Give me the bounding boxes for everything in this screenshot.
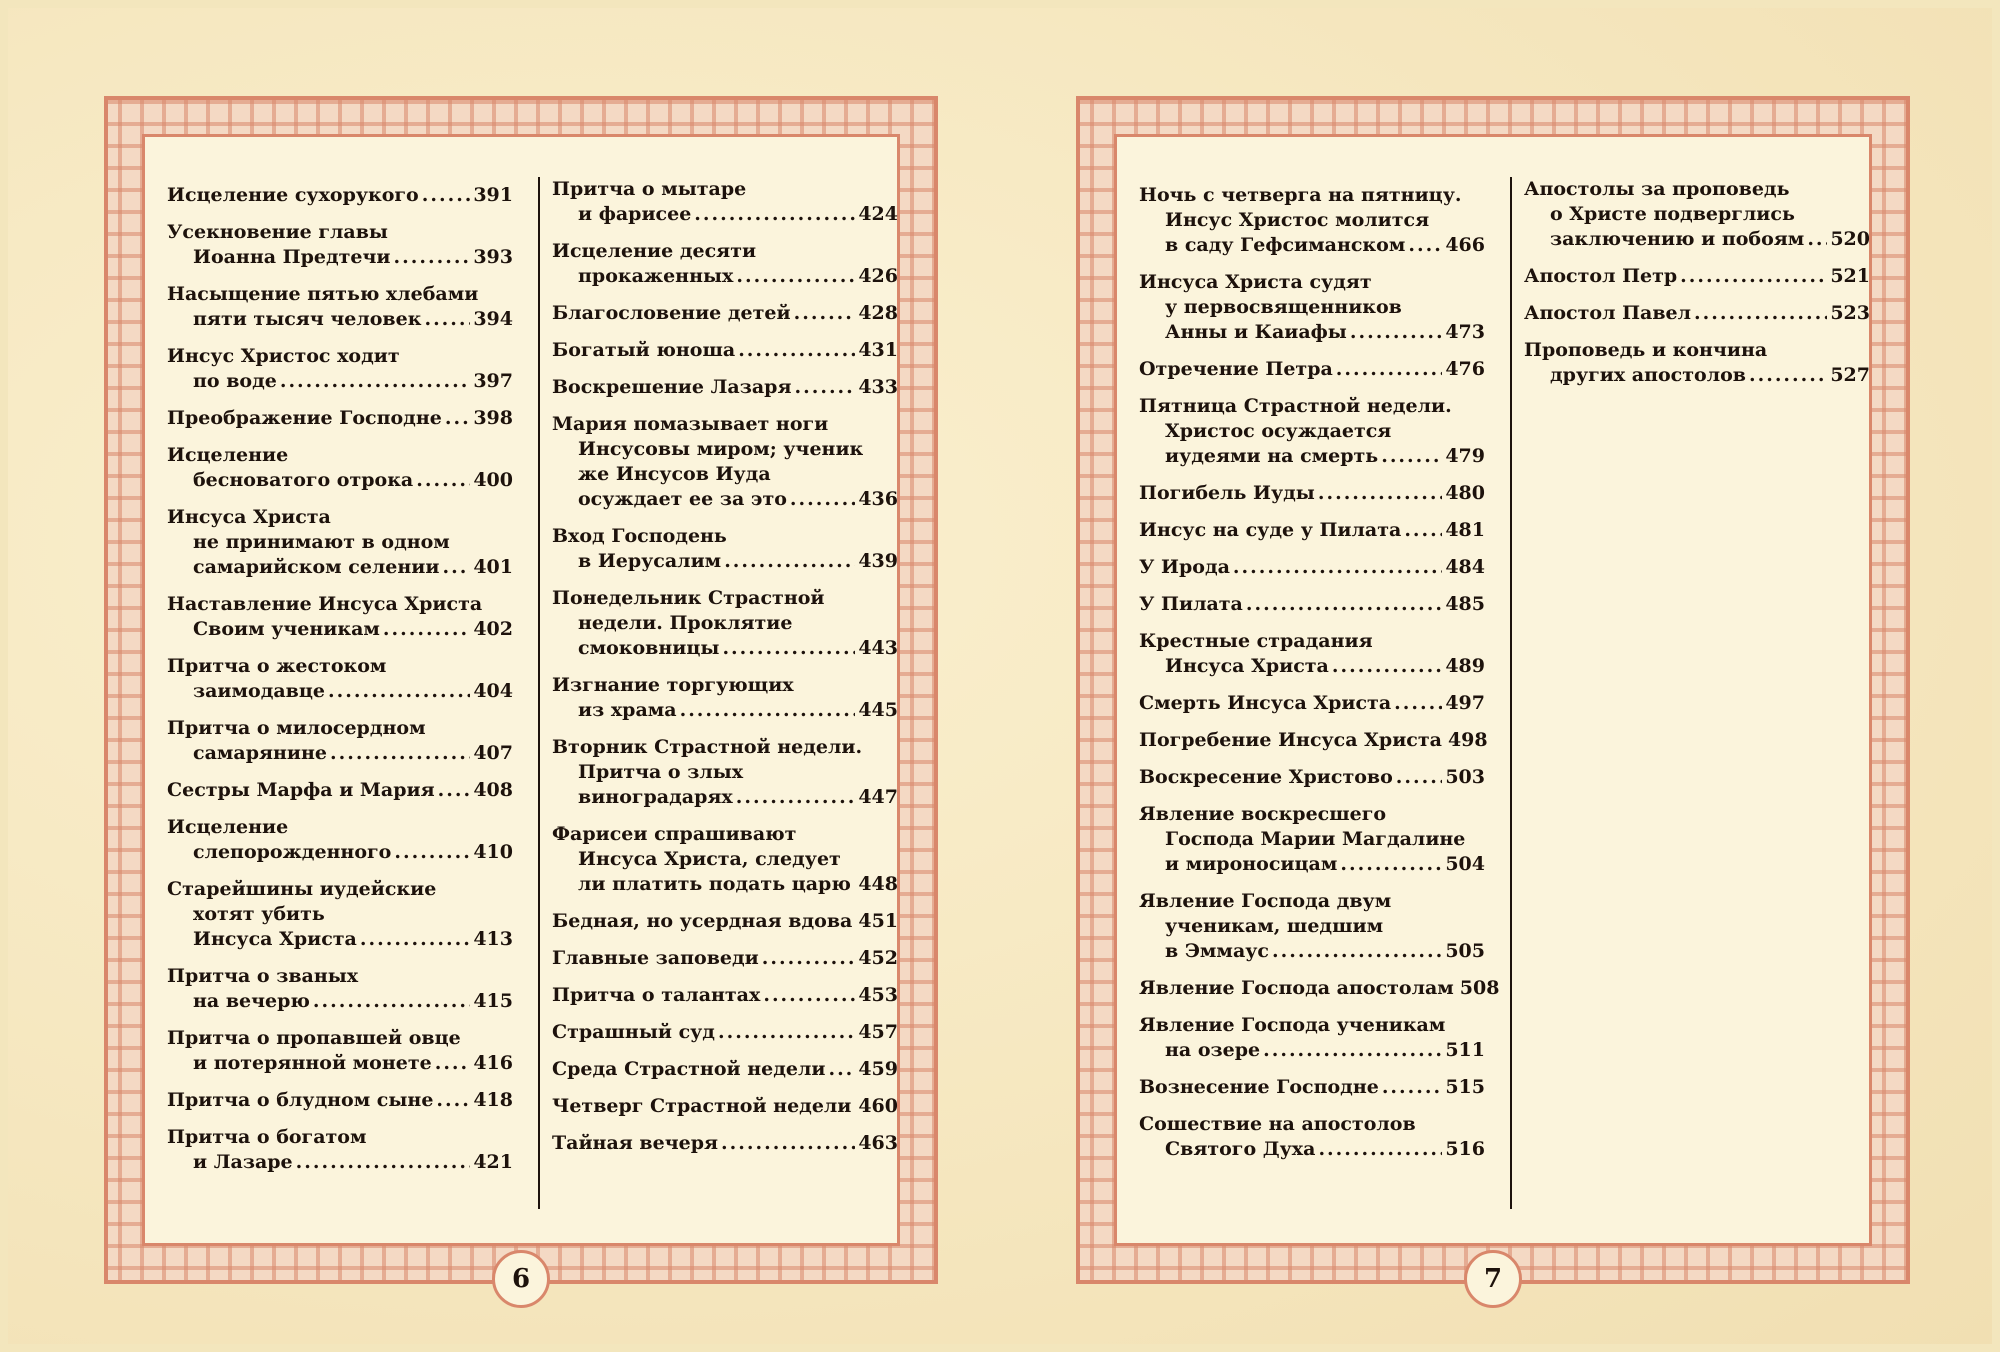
toc-page-number: 407 <box>473 742 513 764</box>
toc-entry-line: Изгнание торгующих <box>552 674 794 696</box>
toc-page-number: 473 <box>1445 321 1485 343</box>
toc-entry[interactable] <box>552 586 898 661</box>
toc-entry[interactable] <box>1139 357 1485 382</box>
toc-entry-title: заключению и побоям <box>1550 228 1805 250</box>
toc-entry-title: Благословение детей <box>552 302 791 324</box>
toc-entry-line: Притча о жестоком <box>167 655 387 677</box>
toc-entry-title: Воскресение Христово <box>1139 766 1393 788</box>
toc-entry-title: Своим ученикам <box>193 618 380 640</box>
toc-page-number: 498 <box>1447 729 1488 751</box>
toc-page-number: 480 <box>1445 482 1485 504</box>
toc-entry-line: Проповедь и кончина <box>1524 339 1768 361</box>
toc-entry-title: из храма <box>578 699 677 721</box>
toc-entry[interactable] <box>167 778 513 803</box>
toc-page-number: 451 <box>858 910 899 932</box>
toc-page-number: 476 <box>1445 358 1485 380</box>
toc-entry[interactable] <box>1139 394 1485 469</box>
toc-entry-line: недели. Проклятие <box>578 612 793 634</box>
toc-entry-title: Притча о талантах <box>552 984 761 1006</box>
toc-entry[interactable] <box>1139 976 1500 1001</box>
toc-entry[interactable] <box>167 1125 513 1175</box>
dot-leader <box>854 872 856 897</box>
toc-entry-line: хотят убить <box>193 903 325 925</box>
toc-column <box>167 183 513 1187</box>
toc-page-number: 424 <box>858 203 898 225</box>
dot-leader <box>794 301 856 326</box>
toc-entry[interactable] <box>1139 1075 1485 1100</box>
toc-entry[interactable] <box>167 716 513 766</box>
left-page <box>104 96 938 1294</box>
toc-entry-title: самарянине <box>193 742 328 764</box>
dot-leader <box>738 338 855 363</box>
toc-entry[interactable] <box>552 983 898 1008</box>
toc-entry-line: Господа Марии Магдалине <box>1165 828 1466 850</box>
toc-entry[interactable] <box>1139 518 1485 543</box>
dot-leader <box>680 698 856 723</box>
toc-entry-line: Инсус Христос ходит <box>167 345 400 367</box>
toc-page-number: 516 <box>1445 1138 1485 1160</box>
toc-page-number: 433 <box>858 376 898 398</box>
toc-entry-line: Наставление Инсуса Христа <box>167 593 483 615</box>
right-page <box>1076 96 1910 1294</box>
toc-entry-line: у первосвященников <box>1165 296 1402 318</box>
toc-entry[interactable] <box>552 412 898 512</box>
toc-page-number: 463 <box>858 1132 898 1154</box>
toc-entry[interactable] <box>1139 802 1485 877</box>
toc-entry-title: Главные заповеди <box>552 947 759 969</box>
toc-entry-title: Апостол Павел <box>1524 302 1692 324</box>
toc-entry[interactable] <box>1139 481 1485 506</box>
toc-entry-line: Насыщение пятью хлебами <box>167 283 479 305</box>
toc-entry[interactable] <box>1524 301 1870 326</box>
toc-entry-title: прокаженных <box>578 265 734 287</box>
toc-entry-title: заимодавце <box>193 680 326 702</box>
dot-leader <box>854 1094 855 1119</box>
toc-entry-title: Исцеление сухорукого <box>167 184 419 206</box>
toc-entry-title: и фарисее <box>578 203 692 225</box>
toc-page-number: 436 <box>858 488 898 510</box>
toc-page-number: 401 <box>473 556 513 578</box>
toc-entry-title: Четверг Страстной недели <box>552 1095 852 1117</box>
toc-entry-title: других апостолов <box>1550 364 1746 386</box>
dot-leader <box>721 1131 855 1156</box>
toc-entry[interactable] <box>1139 691 1485 716</box>
toc-entry-title: У Пилата <box>1139 593 1243 615</box>
toc-entry-title: смоковницы <box>578 637 720 659</box>
toc-page-number: 447 <box>858 786 898 808</box>
toc-page-number: 484 <box>1445 556 1485 578</box>
toc-entry-line: Притча о богатом <box>167 1126 367 1148</box>
toc-entry[interactable] <box>552 1057 898 1082</box>
toc-entry-line: Явление Господа ученикам <box>1139 1014 1446 1036</box>
toc-page-number: 439 <box>858 550 898 572</box>
toc-page-number: 394 <box>473 308 513 330</box>
toc-entry-title: осуждает ее за это <box>578 488 787 510</box>
toc-entry-line: Явление Господа двум <box>1139 890 1392 912</box>
toc-page-number: 489 <box>1445 655 1485 677</box>
toc-entry-title: иудеями на смерть <box>1165 445 1379 467</box>
toc-page-number: 397 <box>473 370 513 392</box>
toc-entry-title: на озере <box>1165 1039 1261 1061</box>
page-number: 7 <box>1464 1250 1522 1308</box>
toc-entry-line: Инсус Христос молится <box>1165 209 1430 231</box>
toc-entry-line: Инсуса Христа <box>167 506 331 528</box>
toc-entry[interactable] <box>552 735 898 810</box>
right-page-content <box>1114 134 1872 1246</box>
dot-leader <box>722 636 855 661</box>
toc-page-number: 443 <box>858 637 898 659</box>
dot-leader <box>1381 444 1442 469</box>
toc-entry[interactable] <box>552 177 898 227</box>
toc-page-number: 452 <box>858 947 898 969</box>
toc-page-number: 505 <box>1445 940 1485 962</box>
toc-entry[interactable] <box>167 344 513 394</box>
toc-page-number: 503 <box>1445 766 1485 788</box>
toc-entry-title: Анны и Каиафы <box>1165 321 1347 343</box>
book-spread <box>8 8 1992 1344</box>
toc-entry-title: Бедная, но усердная вдова <box>552 910 853 932</box>
toc-entry-line: Инсуса Христа, следует <box>578 848 841 870</box>
toc-entry[interactable] <box>1139 1013 1485 1063</box>
toc-entry-line: Вход Господень <box>552 525 727 547</box>
toc-page-number: 404 <box>473 680 513 702</box>
toc-entry-title: на вечерю <box>193 990 310 1012</box>
toc-entry[interactable] <box>552 1020 898 1045</box>
dot-leader <box>1694 301 1827 326</box>
toc-entry-line: Инсуса Христа судят <box>1139 271 1372 293</box>
dot-leader <box>296 1150 471 1175</box>
dot-leader <box>736 264 855 289</box>
toc-entry[interactable] <box>552 301 898 326</box>
toc-entry[interactable] <box>552 1094 898 1119</box>
toc-entry[interactable] <box>1139 183 1485 258</box>
toc-column <box>1510 177 1870 1209</box>
toc-entry-title: Погибель Иуды <box>1139 482 1315 504</box>
toc-entry-title: пяти тысяч человек <box>193 308 422 330</box>
toc-entry[interactable] <box>167 1026 513 1076</box>
toc-entry-title: Инсуса Христа <box>1165 655 1329 677</box>
dot-leader <box>718 1020 855 1045</box>
dot-leader <box>790 487 855 512</box>
toc-entry-title: самарийском селении <box>193 556 440 578</box>
toc-entry[interactable] <box>1524 264 1870 289</box>
toc-page-number: 460 <box>858 1095 898 1117</box>
toc-entry[interactable] <box>552 822 898 897</box>
toc-entry-title: виноградарях <box>578 786 733 808</box>
dot-leader <box>762 946 856 971</box>
toc-entry-title: Среда Страстной недели <box>552 1058 826 1080</box>
dot-leader <box>445 406 470 431</box>
dot-leader <box>1318 1137 1442 1162</box>
toc-entry-title: Отречение Петра <box>1139 358 1333 380</box>
toc-entry-title: по воде <box>193 370 277 392</box>
toc-page-number: 520 <box>1830 228 1870 250</box>
toc-entry-title: Страшный суд <box>552 1021 715 1043</box>
toc-entry-title: Инсуса Христа <box>193 928 357 950</box>
page-number: 6 <box>492 1250 550 1308</box>
dot-leader <box>1318 481 1442 506</box>
toc-entry-title: слепорожденного <box>193 841 392 863</box>
toc-entry-line: ученикам, шедшим <box>1165 915 1384 937</box>
toc-page-number: 523 <box>1830 302 1870 324</box>
toc-entry-line: Фарисеи спрашивают <box>552 823 797 845</box>
toc-entry-line: Притча о званых <box>167 965 359 987</box>
toc-entry[interactable] <box>552 524 898 574</box>
dot-leader <box>736 785 856 810</box>
toc-entry-title: в Эммаус <box>1165 940 1269 962</box>
toc-entry-line: Притча о милосердном <box>167 717 426 739</box>
toc-entry-line: о Христе подверглись <box>1550 203 1795 225</box>
dot-leader <box>438 778 471 803</box>
toc-column <box>1139 183 1500 1174</box>
toc-entry-title: Инсус на суде у Пилата <box>1139 519 1402 541</box>
toc-page-number: 504 <box>1445 853 1485 875</box>
toc-entry-title: и потерянной монете <box>193 1052 432 1074</box>
toc-entry-line: Старейшины иудейские <box>167 878 437 900</box>
toc-entry-title: Воскрешение Лазаря <box>552 376 792 398</box>
dot-leader <box>313 989 470 1014</box>
toc-entry-title: Апостол Петр <box>1524 265 1678 287</box>
dot-leader <box>1382 1075 1443 1100</box>
dot-leader <box>694 202 855 227</box>
toc-page-number: 402 <box>473 618 513 640</box>
dot-leader <box>436 1088 470 1113</box>
dot-leader <box>1332 654 1442 679</box>
dot-leader <box>394 245 471 270</box>
toc-entry[interactable] <box>167 183 513 208</box>
toc-page-number: 426 <box>858 265 898 287</box>
dot-leader <box>1807 227 1827 252</box>
toc-page-number: 457 <box>858 1021 898 1043</box>
dot-leader <box>763 983 855 1008</box>
toc-entry-title: бесноватого отрока <box>193 469 414 491</box>
dot-leader <box>794 375 855 400</box>
toc-entry-line: Инсусовы миром; ученик <box>578 438 864 460</box>
toc-entry[interactable] <box>167 877 513 952</box>
toc-page-number: 416 <box>473 1052 513 1074</box>
toc-entry[interactable] <box>1139 1112 1485 1162</box>
toc-entry[interactable] <box>1139 270 1485 345</box>
toc-entry-title: Погребение Инсуса Христа <box>1139 729 1442 751</box>
toc-entry-title: У Ирода <box>1139 556 1230 578</box>
toc-entry[interactable] <box>167 654 513 704</box>
toc-page-number: 508 <box>1459 977 1500 999</box>
toc-entry-title: Иоанна Предтечи <box>193 246 391 268</box>
dot-leader <box>828 1057 855 1082</box>
toc-entry-line: Притча о злых <box>578 761 744 783</box>
toc-entry-title: Святого Духа <box>1165 1138 1316 1160</box>
toc-entry[interactable] <box>552 239 898 289</box>
dot-leader <box>1680 264 1827 289</box>
dot-leader <box>1340 852 1442 877</box>
toc-page-number: 527 <box>1830 364 1870 386</box>
toc-entry[interactable] <box>167 220 513 270</box>
toc-page-number: 421 <box>473 1151 513 1173</box>
toc-entry-title: ли платить подать царю <box>578 873 851 895</box>
dot-leader <box>1263 1038 1442 1063</box>
toc-entry[interactable] <box>1524 177 1870 252</box>
toc-page-number: 431 <box>858 339 898 361</box>
dot-leader <box>383 617 470 642</box>
toc-page-number: 521 <box>1830 265 1870 287</box>
dot-leader <box>1396 765 1443 790</box>
toc-entry[interactable] <box>1139 765 1485 790</box>
toc-page-number: 415 <box>473 990 513 1012</box>
dot-leader <box>1394 691 1442 716</box>
left-page-content <box>142 134 900 1246</box>
toc-entry[interactable] <box>167 815 513 865</box>
toc-page-number: 497 <box>1445 692 1485 714</box>
dot-leader <box>416 468 470 493</box>
toc-entry-line: Притча о мытаре <box>552 178 747 200</box>
toc-entry[interactable] <box>167 964 513 1014</box>
toc-entry[interactable] <box>552 909 898 934</box>
toc-page-number: 453 <box>858 984 898 1006</box>
toc-entry[interactable] <box>1524 338 1870 388</box>
dot-leader <box>422 183 471 208</box>
dot-leader <box>1408 233 1442 258</box>
dot-leader <box>442 555 470 580</box>
toc-entry-line: Притча о пропавшей овце <box>167 1027 461 1049</box>
toc-page-number: 466 <box>1445 234 1485 256</box>
toc-entry-line: не принимают в одном <box>193 531 450 553</box>
dot-leader <box>328 679 470 704</box>
toc-entry[interactable] <box>552 946 898 971</box>
toc-entry-line: Исцеление <box>167 444 289 466</box>
dot-leader <box>360 927 470 952</box>
toc-entry[interactable] <box>1139 592 1485 617</box>
toc-page-number: 418 <box>473 1089 513 1111</box>
toc-entry-title: и мироносицам <box>1165 853 1338 875</box>
dot-leader <box>330 741 470 766</box>
toc-entry-title: Смерть Инсуса Христа <box>1139 692 1392 714</box>
dot-leader <box>1272 939 1442 964</box>
toc-entry-line: Крестные страдания <box>1139 630 1373 652</box>
toc-page-number: 511 <box>1445 1039 1485 1061</box>
toc-entry[interactable] <box>167 1088 513 1113</box>
toc-page-number: 393 <box>473 246 513 268</box>
toc-page-number: 400 <box>473 469 513 491</box>
toc-entry-title: в саду Гефсиманском <box>1165 234 1406 256</box>
toc-page-number: 408 <box>473 779 513 801</box>
toc-entry-line: Ночь с четверга на пятницу. <box>1139 184 1462 206</box>
dot-leader <box>1350 320 1442 345</box>
toc-entry[interactable] <box>552 375 898 400</box>
toc-entry[interactable] <box>1139 555 1485 580</box>
toc-entry[interactable] <box>167 592 513 642</box>
toc-page-number: 481 <box>1445 519 1485 541</box>
toc-entry[interactable] <box>1139 889 1485 964</box>
toc-page-number: 515 <box>1445 1076 1485 1098</box>
toc-entry-title: Притча о блудном сыне <box>167 1089 434 1111</box>
toc-entry-title: Тайная вечеря <box>552 1132 719 1154</box>
toc-page-number: 485 <box>1445 593 1485 615</box>
toc-page-number: 413 <box>473 928 513 950</box>
toc-entry[interactable] <box>167 443 513 493</box>
toc-entry-title: Явление Господа апостолам <box>1139 977 1454 999</box>
dot-leader <box>435 1051 471 1076</box>
dot-leader <box>394 840 470 865</box>
toc-entry-line: же Инсусов Иуда <box>578 463 771 485</box>
dot-leader <box>424 307 470 332</box>
toc-entry-line: Исцеление <box>167 816 289 838</box>
toc-entry[interactable] <box>552 673 898 723</box>
toc-entry-line: Вторник Страстной недели. <box>552 736 863 758</box>
toc-column <box>538 177 898 1209</box>
toc-entry-line: Усекновение главы <box>167 221 388 243</box>
toc-entry-line: Мария помазывает ноги <box>552 413 829 435</box>
toc-entry-line: Исцеление десяти <box>552 240 757 262</box>
toc-entry-title: и Лазаре <box>193 1151 293 1173</box>
toc-entry-title: Богатый юноша <box>552 339 736 361</box>
toc-entry-title: Сестры Марфа и Мария <box>167 779 435 801</box>
toc-page-number: 445 <box>858 699 898 721</box>
toc-entry[interactable] <box>1139 629 1485 679</box>
dot-leader <box>1336 357 1443 382</box>
toc-entry-title: в Иерусалим <box>578 550 722 572</box>
toc-entry[interactable] <box>167 505 513 580</box>
toc-entry[interactable] <box>1139 728 1488 753</box>
toc-entry-line: Пятница Страстной недели. <box>1139 395 1452 417</box>
toc-entry[interactable] <box>552 338 898 363</box>
toc-entry-title: Преображение Господне <box>167 407 442 429</box>
toc-page-number: 398 <box>473 407 513 429</box>
dot-leader <box>280 369 471 394</box>
toc-page-number: 479 <box>1445 445 1485 467</box>
toc-page-number: 459 <box>858 1058 898 1080</box>
toc-page-number: 391 <box>473 184 513 206</box>
toc-entry-line: Сошествие на апостолов <box>1139 1113 1416 1135</box>
toc-page-number: 410 <box>473 841 513 863</box>
toc-entry-title: Вознесение Господне <box>1139 1076 1379 1098</box>
toc-entry[interactable] <box>552 1131 898 1156</box>
dot-leader <box>724 549 855 574</box>
dot-leader <box>1749 363 1827 388</box>
dot-leader <box>1246 592 1442 617</box>
toc-entry-line: Явление воскресшего <box>1139 803 1387 825</box>
toc-entry-line: Понедельник Страстной <box>552 587 825 609</box>
toc-entry-line: Христос осуждается <box>1165 420 1392 442</box>
dot-leader <box>1404 518 1442 543</box>
toc-entry[interactable] <box>167 406 513 431</box>
toc-entry-line: Апостолы за проповедь <box>1524 178 1790 200</box>
toc-page-number: 428 <box>858 302 898 324</box>
toc-page-number: 448 <box>858 873 898 895</box>
toc-entry[interactable] <box>167 282 513 332</box>
dot-leader <box>1233 555 1442 580</box>
